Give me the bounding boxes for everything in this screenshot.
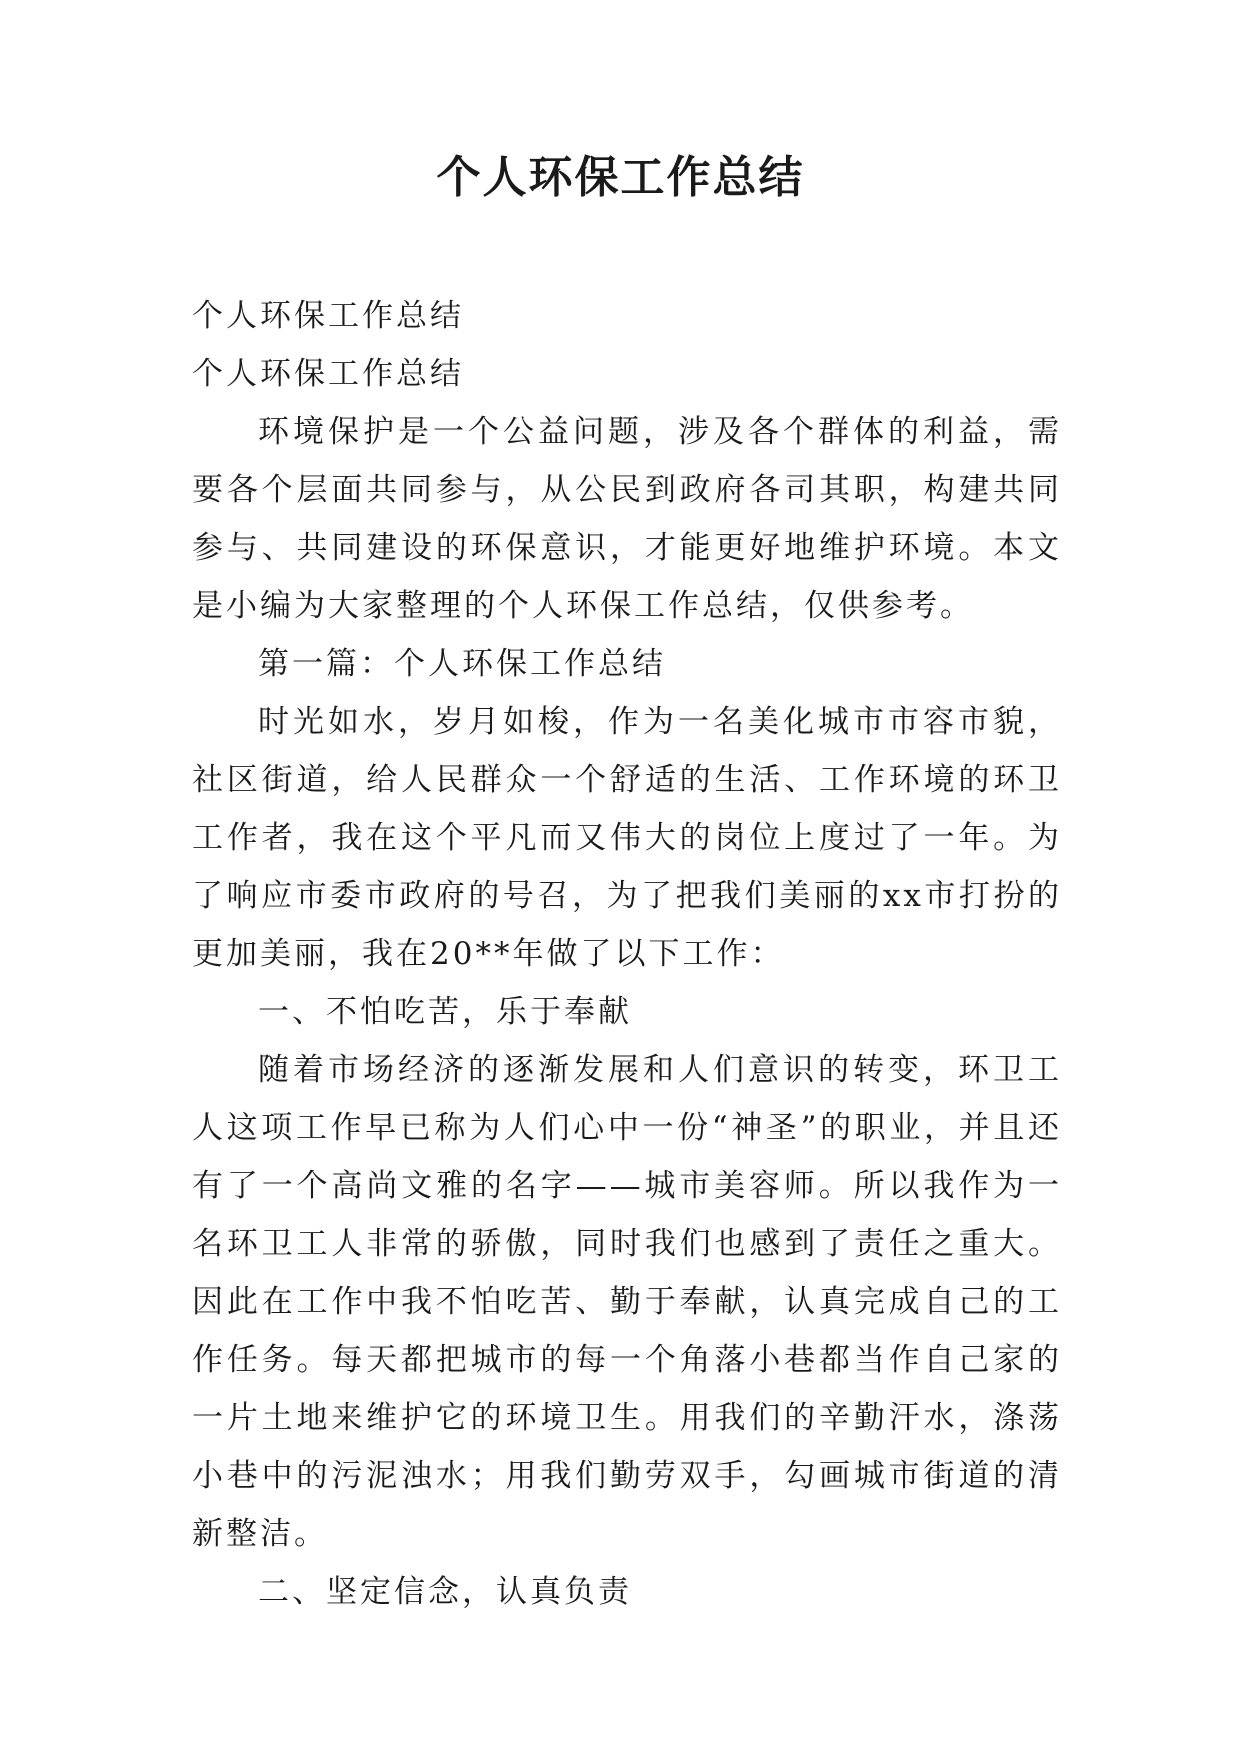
paragraph-part-one-heading: 第一篇：个人环保工作总结: [258, 646, 666, 682]
paragraph-subtitle-1: 个人环保工作总结: [192, 298, 464, 334]
document-body: [192, 287, 1062, 1621]
paragraph-subtitle-2: 个人环保工作总结: [192, 356, 464, 392]
paragraph-opening: 时光如水，岁月如梭，作为一名美化城市市容市貌，社区街道，给人民群众一个舒适的生活、工作环境的环卫工作者，我在这个平凡而又伟大的岗位上度过了一年。为了响应市委市政府的号召，为了把我们美丽的xx市打扮的更加美丽，我在20**年做了以下工作：: [192, 704, 1062, 972]
section-heading-2: 二、坚定信念，认真负责: [258, 1574, 632, 1610]
paragraph-section-1: 随着市场经济的逐渐发展和人们意识的转变，环卫工人这项工作早已称为人们心中一份“神圣”的职业，并且还有了一个高尚文雅的名字——城市美容师。所以我作为一名环卫工人非常的骄傲，同时我们也感到了责任之重大。因此在工作中我不怕吃苦、勤于奉献，认真完成自己的工作任务。每天都把城市的每一个角落小巷都当作自己家的一片土地来维护它的环境卫生。用我们的辛勤汗水，涤荡小巷中的污泥浊水；用我们勤劳双手，勾画城市街道的清新整洁。: [192, 1052, 1062, 1552]
paragraph-intro: 环境保护是一个公益问题，涉及各个群体的利益，需要各个层面共同参与，从公民到政府各司其职，构建共同参与、共同建设的环保意识，才能更好地维护环境。本文是小编为大家整理的个人环保工作总结，仅供参考。: [192, 414, 1062, 624]
section-heading-1: 一、不怕吃苦，乐于奉献: [258, 994, 632, 1030]
document-title: 个人环保工作总结: [436, 152, 805, 203]
